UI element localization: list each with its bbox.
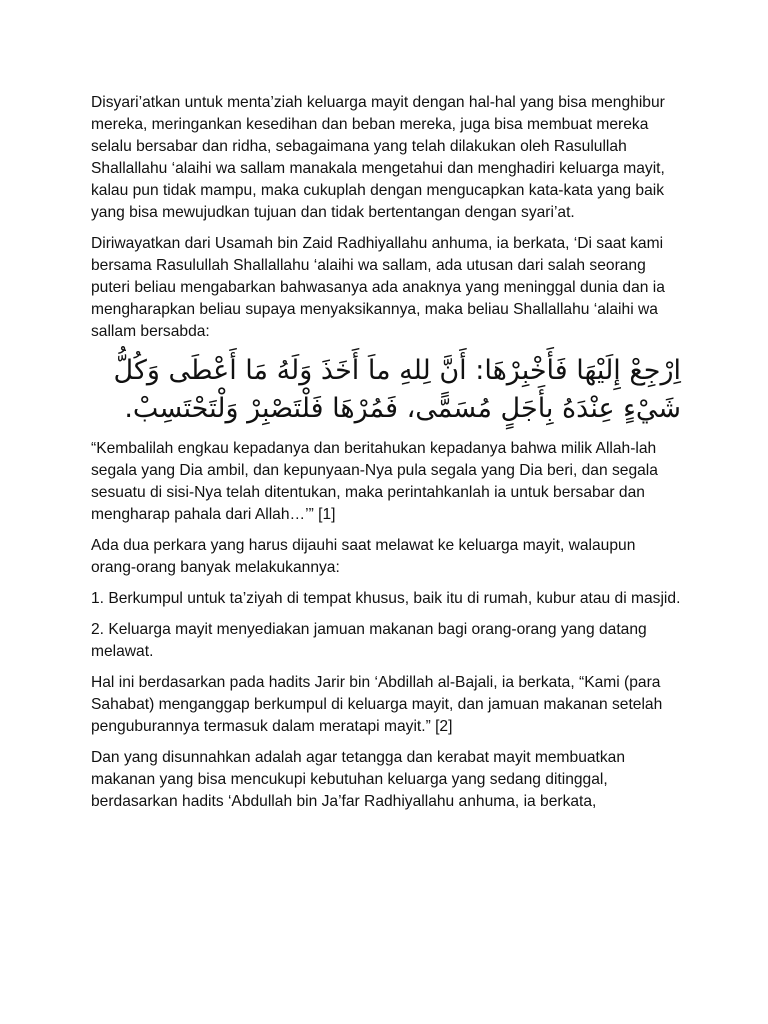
paragraph-two-matters: Ada dua perkara yang harus dijauhi saat melawat ke keluarga mayit, walaupun orang-orang banyak melakukannya: [91,537,636,576]
paragraph-sunnah-food: Dan yang disunnahkan adalah agar tetangga dan kerabat mayit membuatkan makanan yang bisa mencukupi kebutuhan keluarga yang sedang ditinggal, berdasarkan hadits ‘Abdullah bin Ja’far Radhiyallahu anhuma, ia berkata, [91,749,626,810]
list-item-second-matter: 2. Keluarga mayit menyediakan jamuan makanan bagi orang-orang yang datang melawat. [91,621,647,660]
paragraph-tazkiyah-intro: Disyari’atkan untuk menta’ziah keluarga mayit dengan hal-hal yang bisa menghibur mereka, meringankan kesedihan dan beban mereka, juga bisa membuat mereka selalu bersabar dan ridha, sebagaimana yang telah dilakukan oleh Rasulullah Shallallahu ‘alaihi wa sallam manakala mengetahui dan menghadiri keluarga mayit, kalau pun tidak mampu, maka cukuplah dengan mengucapkan kata-kata yang baik yang bisa mewujudkan tujuan dan tidak bertentangan dengan syari’at. [91,94,665,221]
paragraph-usamah-narration: Diriwayatkan dari Usamah bin Zaid Radhiyallahu anhuma, ia berkata, ‘Di saat kami bersama Rasulullah Shallallahu ‘alaihi wa sallam, ada utusan dari salah seorang puteri beliau mengabarkan bahwasanya ada anaknya yang meninggal dunia dan ia mengharapkan beliau supaya menyaksikannya, maka beliau Shallallahu ‘alaihi wa sallam bersabda: [91,235,665,340]
paragraph-translation: “Kembalilah engkau kepadanya dan beritahukan kepadanya bahwa milik Allah-lah segala yang Dia ambil, dan kepunyaan-Nya pula segala yang Dia beri, dan segala sesuatu di sisi-Nya telah ditentukan, maka perintahkanlah ia untuk bersabar dan mengharap pahala dari Allah…’” [1] [91,440,658,523]
arabic-hadith-quote: اِرْجِعْ إِلَيْهَا فَأَخْبِرْهَا: أَنَّ لِلهِ ماَ أَخَذَ وَلَهُ مَا أَعْطَى وَكُلُّ شَيْءٍ عِنْدَهُ بِأَجَلٍ مُسَمًّى، فَمُرْهَا فَلْتَصْبِرْ وَلْتَحْتَسِبْ. [113,355,681,424]
paragraph-jarir-hadith: Hal ini berdasarkan pada hadits Jarir bin ‘Abdillah al-Bajali, ia berkata, “Kami (para Sahabat) menganggap berkumpul di keluarga mayit, dan jamuan makanan setelah penguburannya termasuk dalam meratapi mayit.” [2] [91,674,663,735]
list-item-first-matter: 1. Berkumpul untuk ta’ziyah di tempat khusus, baik itu di rumah, kubur atau di masjid. [91,590,681,607]
document-page [91,92,681,822]
